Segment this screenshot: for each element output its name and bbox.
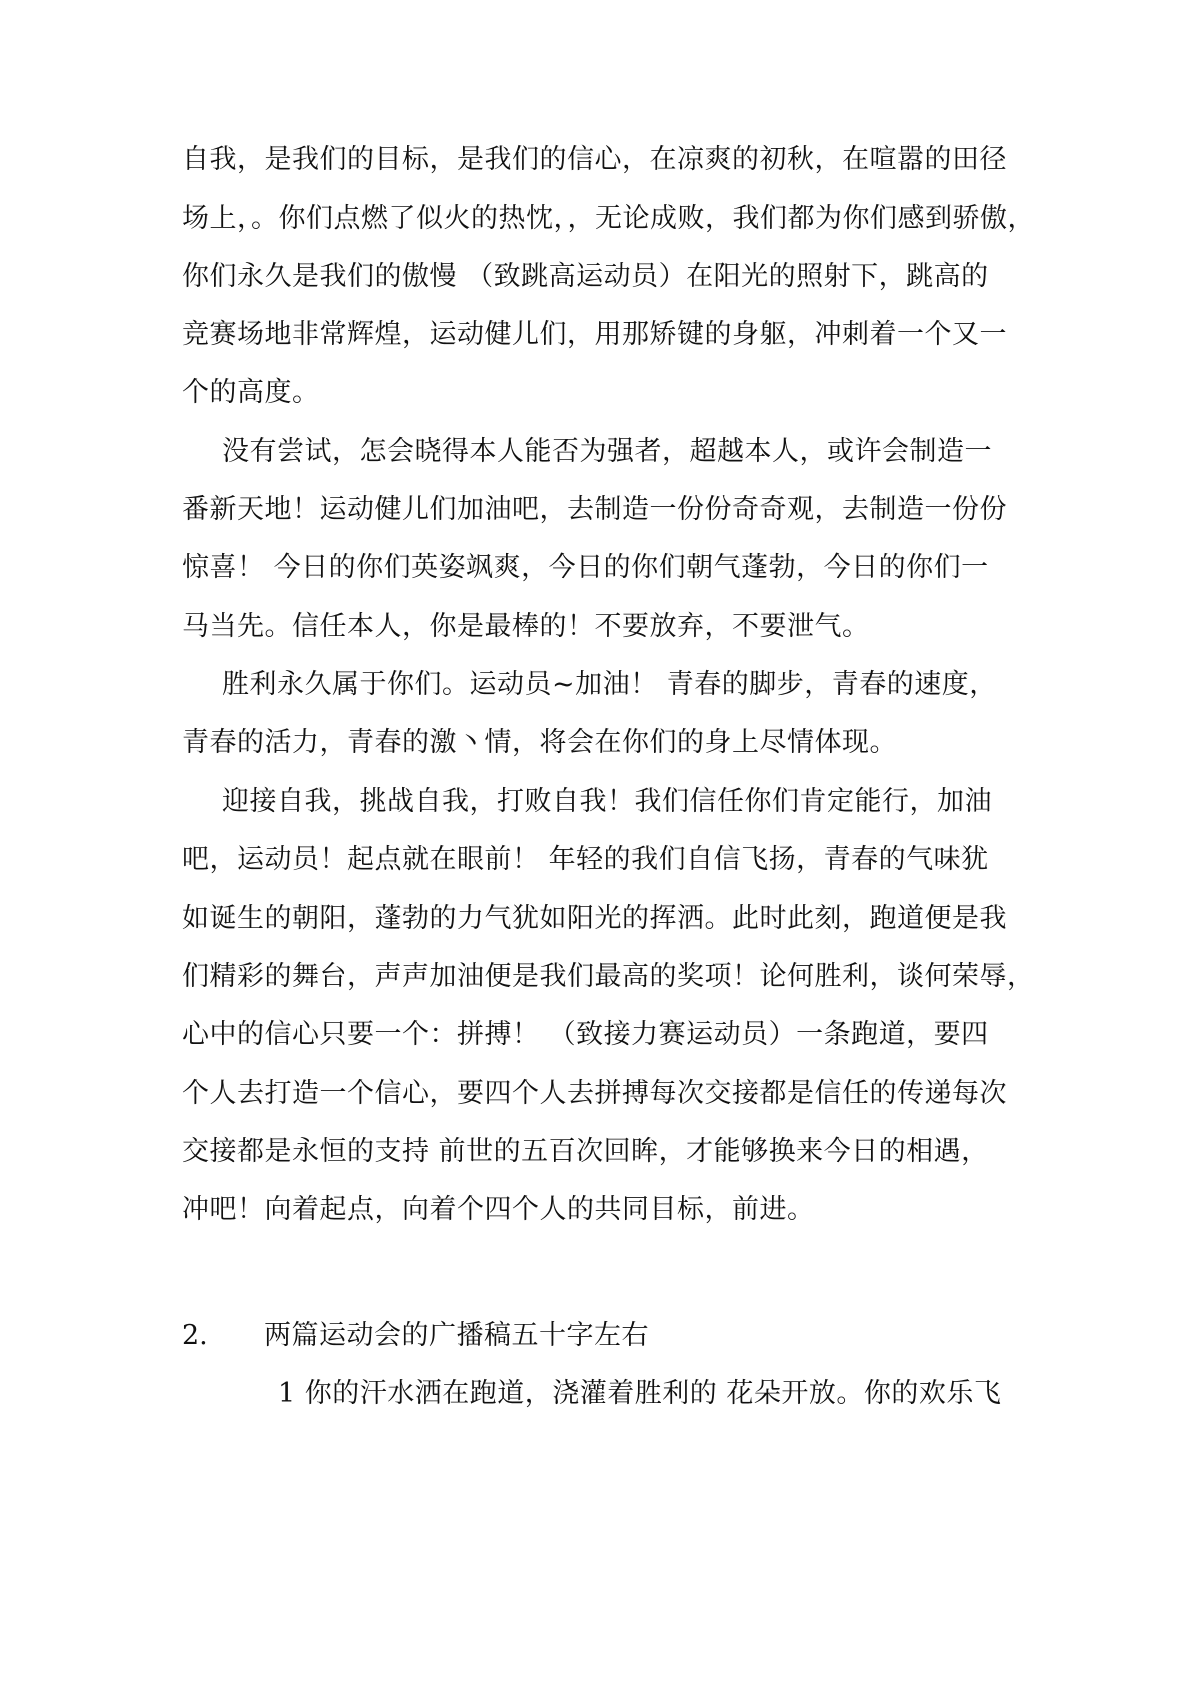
- paragraph-1-line-2: 场上，。你们点燃了似火的热忱，，无论成败，我们都为你们感到骄傲，: [182, 203, 1035, 234]
- paragraph-2-line-4: 马当先。信任本人，你是最棒的！不要放弃，不要泄气。: [182, 611, 870, 642]
- paragraph-2-line-2: 番新天地！运动健儿们加油吧，去制造一份份奇奇观，去制造一份份: [182, 494, 1007, 525]
- paragraph-4-line-4: 们精彩的舞台，声声加油便是我们最高的奖项！论何胜利，谈何荣辱，: [182, 961, 1035, 992]
- paragraph-1-line-1: 自我，是我们的目标，是我们的信心，在凉爽的初秋，在喧嚣的田径: [182, 144, 1007, 175]
- paragraph-2-line-3: 惊喜！ 今日的你们英姿飒爽，今日的你们朝气蓬勃，今日的你们一: [182, 552, 989, 583]
- paragraph-4-line-6: 个人去打造一个信心，要四个人去拼搏每次交接都是信任的传递每次: [182, 1078, 1007, 1109]
- item-1-line: 1 你的汗水洒在跑道，浇灌着胜利的 花朵开放。你的欢乐飞: [278, 1378, 1002, 1409]
- paragraph-4-line-8: 冲吧！向着起点，向着个四个人的共同目标，前进。: [182, 1194, 815, 1225]
- paragraph-4-line-2: 吧，运动员！起点就在眼前！ 年轻的我们自信飞扬，青春的气味犹: [182, 844, 989, 875]
- paragraph-1-line-3: 你们永久是我们的傲慢 （致跳高运动员）在阳光的照射下，跳高的: [182, 261, 989, 292]
- paragraph-3-line-2: 青春的活力，青春的激丶情，将会在你们的身上尽情体现。: [182, 727, 897, 758]
- paragraph-1-line-4: 竞赛场地非常辉煌，运动健儿们，用那矫键的身躯，冲刺着一个又一: [182, 319, 1007, 350]
- paragraph-2-line-1: 没有尝试，怎会晓得本人能否为强者，超越本人，或许会制造一: [222, 436, 992, 467]
- paragraph-4-line-1: 迎接自我，挑战自我，打败自我！我们信任你们肯定能行，加油: [222, 786, 992, 817]
- section-heading-number: 2.: [182, 1320, 208, 1351]
- paragraph-4-line-5: 心中的信心只要一个：拼搏！ （致接力赛运动员）一条跑道，要四: [182, 1019, 989, 1050]
- paragraph-4-line-3: 如诞生的朝阳，蓬勃的力气犹如阳光的挥洒。此时此刻，跑道便是我: [182, 903, 1007, 934]
- paragraph-1-line-5: 个的高度。: [182, 377, 320, 408]
- paragraph-3-line-1: 胜利永久属于你们。运动员~加油！ 青春的脚步，青春的速度，: [222, 669, 997, 700]
- section-heading-title: 两篇运动会的广播稿五十字左右: [264, 1320, 649, 1351]
- paragraph-4-line-7: 交接都是永恒的支持 前世的五百次回眸，才能够换来今日的相遇，: [182, 1136, 989, 1167]
